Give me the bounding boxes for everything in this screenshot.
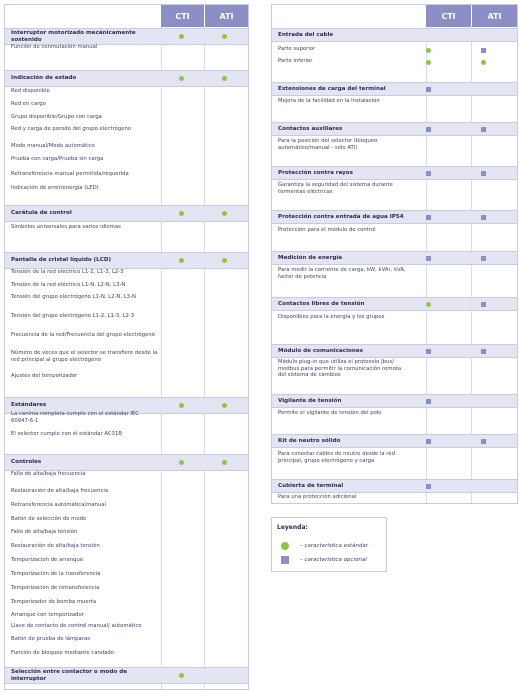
left-section-cti-standard-dot-icon bbox=[179, 34, 184, 39]
right-section-cti-optional-square-icon bbox=[426, 87, 431, 92]
left-feature-item: Tensión del grupo electrógeno L1-N, L2-N, L3-N bbox=[11, 294, 136, 300]
right-section-header bbox=[272, 82, 517, 96]
left-feature-item: Frecuencia de la red/Frecuencia del grupo electrógeno bbox=[11, 332, 155, 338]
right-section-ati-optional-square-icon bbox=[481, 256, 486, 261]
left-feature-item: Temporización de la transferencia bbox=[11, 571, 101, 577]
left-feature-item: Batón de prueba de lámparas bbox=[11, 636, 90, 642]
left-feature-item: Red disponible bbox=[11, 88, 50, 94]
left-feature-item: Llave de contacto de control manual/ automático bbox=[11, 623, 142, 629]
left-feature-item: Tensión de la red eléctrico L1-2, L1-3, L2-3 bbox=[11, 269, 124, 275]
right-feature-item: Para conectar cables de neutro desde la red principal, grupo electrógeno y carga bbox=[278, 451, 395, 464]
right-feature-item: Módulo plug-in que utiliza el protocolo Jbus/ modbus para permitir la comunicación remota del sistema de cambios bbox=[278, 359, 402, 379]
optional-square-icon bbox=[281, 556, 289, 564]
left-section-ati-standard-dot-icon bbox=[222, 403, 227, 408]
right-section-cti-standard-dot-icon bbox=[426, 302, 431, 307]
right-section-cti-optional-square-icon bbox=[426, 439, 431, 444]
left-feature-item: Batón de selección de modo bbox=[11, 516, 87, 522]
left-feature-item: Restauración de alta/baja frecuencia bbox=[11, 488, 109, 494]
left-feature-item: Tensión de la red eléctrico L1-N, L2-N, L3-N bbox=[11, 282, 126, 288]
right-section-cti-optional-square-icon bbox=[426, 171, 431, 176]
right-cti-header: CTI bbox=[426, 5, 471, 27]
left-section-title: Carátula de control bbox=[11, 210, 72, 217]
right-feature-item: Garantiza la seguridad del sistema durante tormentas eléctricas bbox=[278, 182, 393, 195]
left-section-title: Estándares bbox=[11, 402, 47, 409]
left-section-ati-standard-dot-icon bbox=[222, 211, 227, 216]
left-feature-item: Símbolos universales para varios idiomas bbox=[11, 224, 121, 230]
right-section-title: Contactos auxiliares bbox=[278, 125, 343, 132]
left-feature-item: Retransferencia automática/manual bbox=[11, 502, 107, 508]
left-section-title: Interruptor motorizado mecánicamente sostenido bbox=[11, 29, 136, 43]
left-divider-1 bbox=[161, 27, 162, 689]
right-section-title: Cubierta de terminal bbox=[278, 482, 344, 489]
left-feature-item: Grupo disponible/Grupo con carga bbox=[11, 114, 102, 120]
right-item-ati-optional-square-icon bbox=[481, 48, 486, 53]
legend-optional-text: – característica opcional bbox=[300, 557, 367, 563]
left-feature-item: Temporizador de bomba muerta bbox=[11, 599, 97, 605]
left-cti-header: CTI bbox=[161, 5, 204, 27]
right-section-ati-optional-square-icon bbox=[481, 302, 486, 307]
left-feature-item: Red en cargo bbox=[11, 101, 46, 107]
left-spec-table bbox=[4, 4, 249, 690]
right-blank-header bbox=[272, 5, 426, 27]
left-section-cti-standard-dot-icon bbox=[179, 460, 184, 465]
left-feature-item: Función de conmutación manual bbox=[11, 44, 98, 50]
right-section-ati-optional-square-icon bbox=[481, 127, 486, 132]
left-feature-item: Restauración de alta/baja tensión bbox=[11, 543, 100, 549]
right-feature-item: Disponibles para la energía y los grupos bbox=[278, 314, 385, 320]
right-section-cti-optional-square-icon bbox=[426, 256, 431, 261]
left-feature-item: El selector cumple con el estándar AC31B bbox=[11, 431, 122, 437]
left-feature-item: Arranque con temporizador bbox=[11, 612, 84, 618]
right-spec-table bbox=[271, 4, 518, 504]
left-feature-item: Red y carga de porodo del grupo electrógeno bbox=[11, 126, 132, 132]
right-feature-item: Permite el vigilante de tensión del polo bbox=[278, 410, 382, 416]
right-item-cti-standard-dot-icon bbox=[426, 48, 431, 53]
right-item-cti-standard-dot-icon bbox=[426, 60, 431, 65]
left-section-cti-standard-dot-icon bbox=[179, 673, 184, 678]
right-section-cti-optional-square-icon bbox=[426, 215, 431, 220]
right-section-title: Protección contra rayos bbox=[278, 169, 353, 176]
left-section-title: Selección entre contactor o modo de interruptor bbox=[11, 668, 127, 682]
right-divider-2 bbox=[471, 27, 472, 503]
right-section-header bbox=[272, 28, 517, 42]
left-feature-item: Temporización de retransferencia bbox=[11, 585, 100, 591]
right-feature-item: Protección para el módulo de control bbox=[278, 227, 376, 233]
right-feature-item: Mejora de la facilidad en la instalación bbox=[278, 98, 380, 104]
legend-standard-text: – característica estándar bbox=[300, 543, 368, 549]
left-feature-item: Indicación de error/energía (LED) bbox=[11, 185, 99, 191]
left-section-header bbox=[5, 454, 248, 471]
right-section-ati-optional-square-icon bbox=[481, 349, 486, 354]
left-section-title: Controles bbox=[11, 459, 42, 466]
left-blank-header bbox=[5, 5, 161, 27]
right-section-title: Vigilante de tensión bbox=[278, 397, 342, 404]
right-ati-header: ATI bbox=[472, 5, 517, 27]
right-section-ati-optional-square-icon bbox=[481, 171, 486, 176]
right-section-title: Módulo de comunicaciones bbox=[278, 347, 363, 354]
left-section-header bbox=[5, 28, 248, 45]
legend-title: Leyenda: bbox=[277, 524, 308, 531]
left-section-cti-standard-dot-icon bbox=[179, 211, 184, 216]
left-feature-item: Modo manual/Modo automático bbox=[11, 143, 95, 149]
left-feature-item: La canima completa cumple con el estándar IEC 60947-6-1 bbox=[11, 411, 139, 424]
right-feature-item: Para medir la corriente de carga, kW, kVAr, kVA, factor de potencia bbox=[278, 267, 406, 280]
right-feature-item: Parte inferior bbox=[278, 58, 313, 64]
left-feature-item: Prueba con carga/Prueba sin carga bbox=[11, 156, 104, 162]
left-section-header bbox=[5, 70, 248, 87]
right-section-cti-optional-square-icon bbox=[426, 349, 431, 354]
right-section-cti-optional-square-icon bbox=[426, 127, 431, 132]
left-ati-header: ATI bbox=[205, 5, 248, 27]
left-divider-2 bbox=[204, 27, 205, 689]
left-feature-item: Fallo de alta/baja tensión bbox=[11, 529, 78, 535]
right-item-ati-standard-dot-icon bbox=[481, 60, 486, 65]
standard-dot-icon bbox=[281, 542, 289, 550]
left-section-cti-standard-dot-icon bbox=[179, 76, 184, 81]
right-section-title: Contactos libres de tensión bbox=[278, 300, 365, 307]
right-feature-item: Parte superior bbox=[278, 46, 316, 52]
right-section-title: Kit de neutro sólido bbox=[278, 437, 341, 444]
right-divider-1 bbox=[426, 27, 427, 503]
legend-box bbox=[271, 517, 387, 572]
left-feature-item: Función de bloqueo mediante candado bbox=[11, 650, 115, 656]
left-section-cti-standard-dot-icon bbox=[179, 403, 184, 408]
left-section-header bbox=[5, 252, 248, 269]
right-section-title: Entrada del cable bbox=[278, 31, 334, 38]
right-section-title: Extensiones de carga del terminal bbox=[278, 85, 386, 92]
right-section-header bbox=[272, 479, 517, 493]
right-section-ati-optional-square-icon bbox=[481, 439, 486, 444]
right-feature-item: Para la posición del selector (bloqueo automático/manual - sólo ATI) bbox=[278, 138, 378, 151]
left-section-title: Pantalla de cristal líquido (LCD) bbox=[11, 257, 112, 264]
left-feature-item: Retransferencia manual permitida/requerida bbox=[11, 171, 129, 177]
left-section-ati-standard-dot-icon bbox=[222, 76, 227, 81]
right-section-title: Medición de energía bbox=[278, 254, 343, 261]
left-section-ati-standard-dot-icon bbox=[222, 258, 227, 263]
left-feature-item: Fallo de alta/baja frecuencia bbox=[11, 471, 86, 477]
right-section-cti-optional-square-icon bbox=[426, 484, 431, 489]
left-section-title: Indicación de estado bbox=[11, 75, 77, 82]
left-feature-item: Ajustes del temporizador bbox=[11, 373, 78, 379]
left-section-ati-standard-dot-icon bbox=[222, 460, 227, 465]
right-section-header bbox=[272, 394, 517, 408]
right-feature-item: Para una protección adicional bbox=[278, 494, 357, 500]
left-feature-item: Temporización de arranque bbox=[11, 557, 84, 563]
left-section-header bbox=[5, 205, 248, 222]
left-feature-item: Número de veces que el selector se transfiere desde la red principal al grupo electrógeno bbox=[11, 350, 158, 363]
left-feature-item: Tensión del grupo electrógeno L1-2, L1-3, L2-3 bbox=[11, 313, 135, 319]
right-section-title: Protección contra entrada de agua IP54 bbox=[278, 213, 404, 220]
left-section-ati-standard-dot-icon bbox=[222, 34, 227, 39]
left-section-cti-standard-dot-icon bbox=[179, 258, 184, 263]
right-section-ati-optional-square-icon bbox=[481, 215, 486, 220]
right-section-cti-optional-square-icon bbox=[426, 399, 431, 404]
left-section-header bbox=[5, 667, 248, 684]
